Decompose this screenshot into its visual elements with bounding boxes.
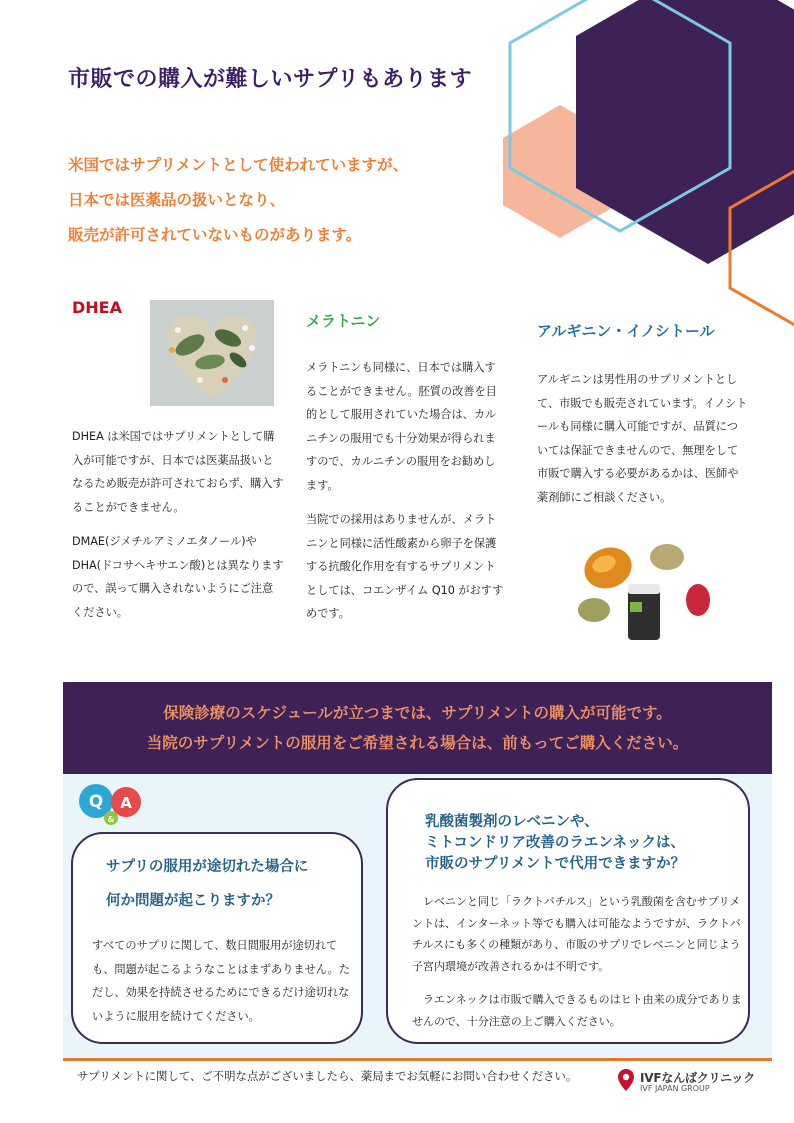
clinic-logo: IVFなんばクリニック — [640, 1071, 756, 1085]
question-line: 市販のサプリメントで代用できますか？ — [425, 856, 686, 872]
melatonin-paragraph: メラトニンも同様に、日本では購入することができません。胚質の改善を目的として服用されていた場合は、カルニチンの服用でも十分効果が得られますので、カルニチンの服用をお勧めします。 — [306, 361, 497, 492]
answer-paragraph: レベニンと同じ「ラクトバチルス」という乳酸菌を含むサプリメントは、インターネット等でも購入は可能なようですが、ラクトバチルスにも多くの種類があり、市販のサプリでレベニンと同じよう子宮内環境が改善されるかは不明です。 — [412, 895, 741, 973]
question-line: 何か問題が起こりますか？ — [106, 893, 280, 909]
dhea-paragraph: DHEA は米国ではサプリメントとして購入が可能ですが、日本では医薬品扱いとなるため販売が許可されておらず、購入することができません。 — [72, 430, 284, 514]
page-title: 市販での購入が難しいサプリもあります — [68, 67, 473, 92]
answer-paragraph: ラエンネックは市販で購入できるものはヒト由来の成分でありませんので、十分注意の上ご購入ください。 — [412, 993, 742, 1028]
melatonin-body — [306, 356, 506, 637]
question-line: 乳酸菌製剤のレベニンや、 — [425, 814, 599, 830]
qa-icon-a: A — [120, 794, 132, 812]
dhea-title: DHEA — [72, 298, 122, 317]
logo-pin-icon — [617, 1068, 635, 1092]
qa-answer-1: すべてのサプリに関して、数日間服用が途切れても、問題が起こるようなことはまずありません。ただし、効果を持続させるためにできるだけ途切れないように服用を続けてください。 — [92, 939, 350, 1023]
banner-line: 当院のサプリメントの服用をご希望される場合は、前もってご購入ください。 — [146, 734, 689, 752]
qa-icon-q: Q — [88, 792, 104, 812]
lead-text — [68, 148, 408, 253]
arginine-body — [537, 368, 749, 520]
supplement-foods-photo — [570, 538, 720, 658]
qa-icon-amp: & — [107, 815, 115, 824]
lead-line: 日本では医薬品の扱いとなり、 — [68, 191, 286, 209]
melatonin-title: メラトニン — [306, 312, 381, 330]
arginine-paragraph: アルギニンは男性用のサプリメントとして、市販でも販売されています。イノシトールも同様に購入可能ですが、品質については保証できませんので、無理をして市販で購入する必要があるかは、医師や薬剤師にご相談ください。 — [537, 373, 748, 504]
clinic-logo-subtitle: IVF JAPAN GROUP — [640, 1084, 710, 1093]
qa-question-2 — [425, 812, 685, 875]
melatonin-paragraph: 当院での採用はありませんが、メラトニンと同様に活性酸素から卵子を保護する抗酸化作用を有するサプリメントとしては、コエンザイム Q10 がおすすめです。 — [306, 513, 504, 620]
footer-divider — [63, 1058, 772, 1061]
pills-heart-photo — [150, 300, 274, 406]
question-line: サプリの服用が途切れた場合に — [106, 859, 309, 875]
dhea-body — [72, 425, 284, 635]
banner-line: 保険診療のスケジュールが立つまでは、サプリメントの購入が可能です。 — [163, 704, 672, 722]
qa-bubble-icon — [76, 782, 148, 830]
lead-line: 販売が許可されていないものがあります。 — [68, 226, 362, 244]
qa-answer-2 — [412, 891, 742, 1044]
lead-line: 米国ではサプリメントとして使われていますが、 — [68, 156, 409, 174]
arginine-title: アルギニン・イノシトール — [537, 322, 715, 340]
dhea-paragraph: DMAE(ジメチルアミノエタノール)やDHA(ドコサヘキサエン酸)とは異なりますので、誤って購入されないようにご注意ください。 — [72, 535, 284, 619]
notice-banner — [63, 682, 772, 774]
qa-question-1 — [106, 850, 308, 918]
footer-note: サプリメントに関して、ご不明な点がございましたら、薬局までお気軽にお問い合わせください。 — [77, 1069, 578, 1083]
question-line: ミトコンドリア改善のラエンネックは、 — [425, 835, 685, 851]
